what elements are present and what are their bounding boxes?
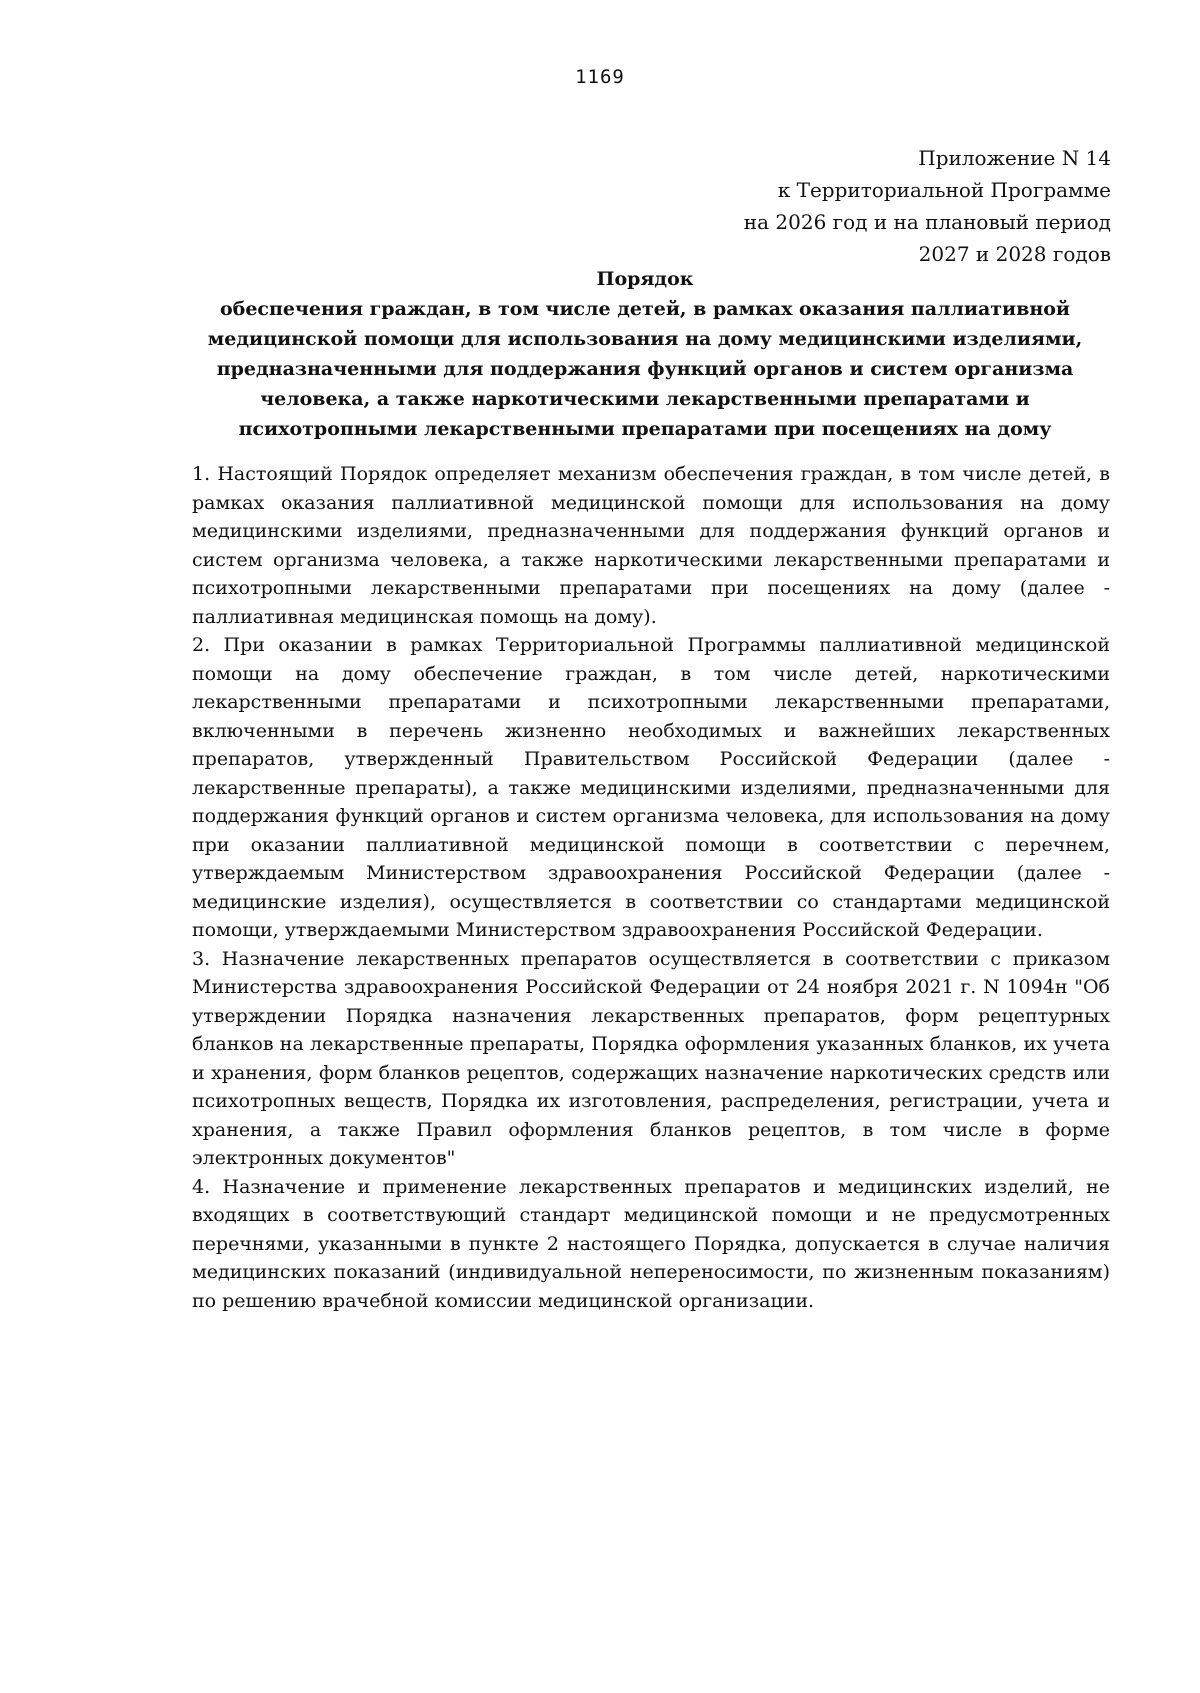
title-line: человека, а также наркотическими лекарственными препаратами и [260,388,1030,410]
paragraph-4: 4. Назначение и применение лекарственных препаратов и медицинских изделий, не входящих в соответствующий стандарт медицинской помощи и не предусмотренных перечнями, указанными в пункте 2 настоящего Порядка, допускается в случае наличия медицинских показаний (индивидуальной непереносимости, по жизненным показаниям) по решению врачебной комиссии медицинской организации. [192,1175,1110,1312]
appendix-line: к Территориальной Программе [777,178,1111,202]
title-line: предназначенными для поддержания функций органов и систем организма [216,358,1074,380]
page-number: 1169 [575,66,625,88]
appendix-header [744,142,1111,270]
document-title [180,264,1110,444]
title-line: медицинской помощи для использования на дому медицинскими изделиями, [207,328,1083,350]
appendix-line: Приложение N 14 [918,146,1111,170]
appendix-line: 2027 и 2028 годов [918,242,1111,266]
title-line: психотропными лекарственными препаратами при посещениях на дому [238,418,1052,440]
document-body [192,460,1110,1315]
title-heading: Порядок [596,268,694,290]
title-line: обеспечения граждан, в том числе детей, в рамках оказания паллиативной [220,298,1070,320]
paragraph-3: 3. Назначение лекарственных препаратов осуществляется в соответствии с приказом Министерства здравоохранения Российской Федерации от 24 ноября 2021 г. N 1094н "Об утверждении Порядка назначения лекарственных препаратов, форм рецептурных бланков на лекарственные препараты, Порядка оформления указанных бланков, их учета и хранения, форм бланков рецептов, содержащих назначение наркотических средств или психотропных веществ, Порядка их изготовления, распределения, регистрации, учета и хранения, а также Правил оформления бланков рецептов, в том числе в форме электронных документов" [192,947,1110,1169]
paragraph-2: 2. При оказании в рамках Территориальной Программы паллиативной медицинской помощи на дому обеспечение граждан, в том числе детей, наркотическими лекарственными препаратами и психотропными лекарственными препаратами, включенными в перечень жизненно необходимых и важнейших лекарственных препаратов, утвержденный Правительством Российской Федерации (далее - лекарственные препараты), а также медицинскими изделиями, предназначенными для поддержания функций органов и систем организма человека, для использования на дому при оказании паллиативной медицинской помощи в соответствии с перечнем, утверждаемым Министерством здравоохранения Российской Федерации (далее - медицинские изделия), осуществляется в соответствии со стандартами медицинской помощи, утверждаемыми Министерством здравоохранения Российской Федерации. [192,634,1110,941]
appendix-line: на 2026 год и на плановый период [743,210,1111,234]
paragraph-1: 1. Настоящий Порядок определяет механизм обеспечения граждан, в том числе детей, в рамках оказания паллиативной медицинской помощи для использования на дому медицинскими изделиями, предназначенными для поддержания функций органов и систем организма человека, а также наркотическими лекарственными препаратами и психотропными лекарственными препаратами при посещениях на дому (далее - паллиативная медицинская помощь на дому). [192,463,1110,628]
